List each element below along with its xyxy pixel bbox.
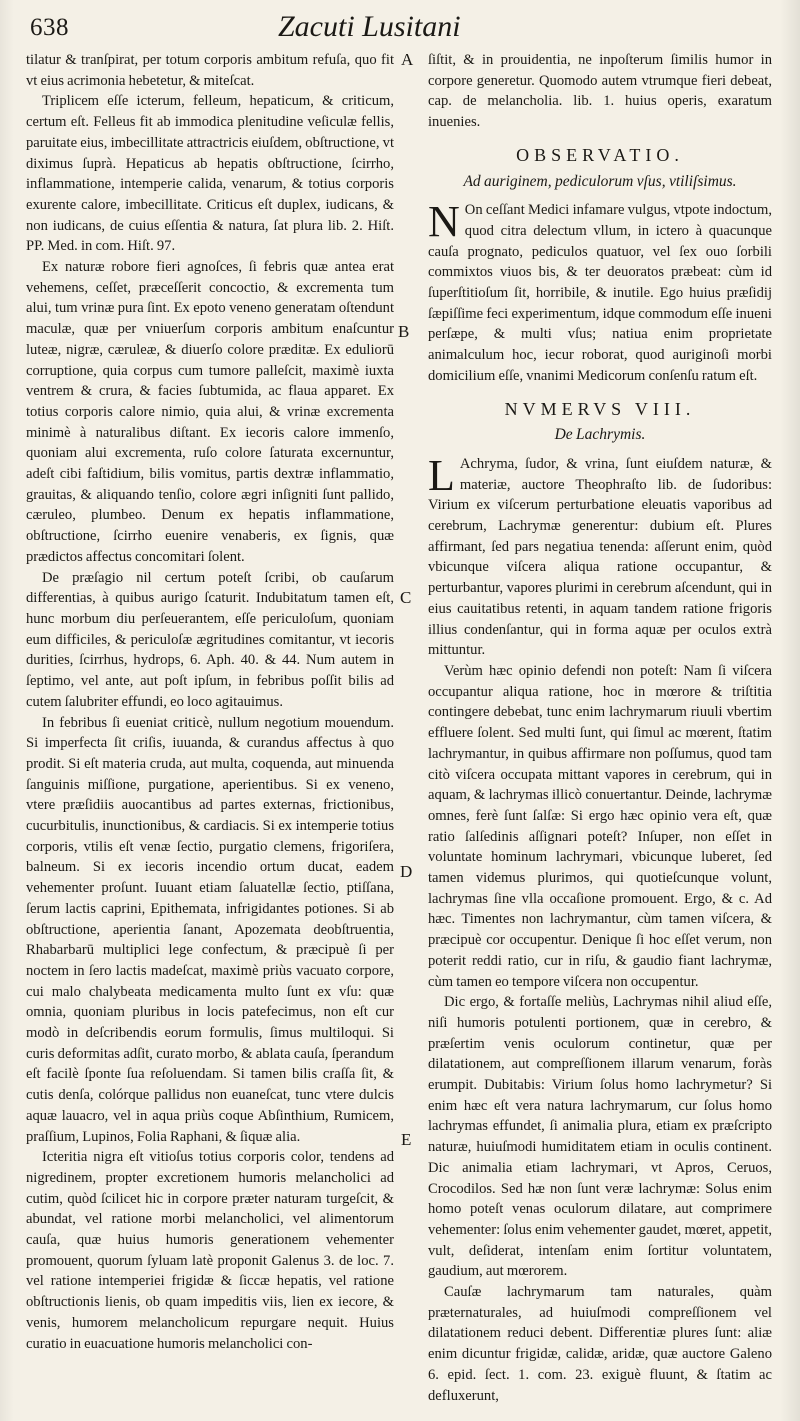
paragraph: Icteritia nigra eſt vitioſus totius corporis color, tendens ad nigredinem, propter excretionem humoris melancholici ad cutim, quòd ſcilicet hic in corpore præter naturam turgeſcit, & abundat, vel ratione morbi melancholici, vel alimentorum cauſa, quæ huius humoris generationem vehementer promouent, quorum ſyluam latè proponit Galenus 3. de loc. 7. vel ratione intemperiei frigidæ & ſiccæ hepatis, vel ratione obſtructionis lienis, ob quam impeditis viis, lien ex iecore, & venis, humorem melancholicum repurgare nequit. Huius curatio in euacuatione humoris melancholici con- [26,1149,394,1352]
paragraph-text: On ceſſant Medici infamare vulgus, vtpote indoctum, quod citra delectum vllum, in ictero à quacunque cauſa prognato, pediculos quatuor, vel ſex ouo ſorbili commixtos viuos bis, & ter deuoratos præbeat: cùm id ſuperſtitioſum ſit, horribile, & inutile. Ego huius præſidij ſæpiſſime feci experimentum, idque commodum eſſe inueni perſæpe, & multi vſus; natiua enim proprietate animalculum hoc, iecur roborat, quod auriginoſi morbi domicilium eſſe, vnanimi Medicorum conſenſu ratum eſt. [428,202,772,384]
paragraph: Dic ergo, & fortaſſe meliùs, Lachrymas nihil aliud eſſe, niſi humoris potulenti portionem, quæ in cerebro, & præſertim venis oculorum continetur, quæ per dilatationem, aut compreſſionem illarum venarum, foràs erumpit. Dubitabis: Virium ſolus homo lachrymetur? Si enim hæc eſt vera natura lachrymarum, cur ſolus homo lachrymas effundet, ſi animalia plura, etiam ex præſcripto naturæ, huiuſmodi humiditatem etiam in oculis continent. Dic animalia etiam lachrymari, vt Apros, Ceruos, Crocodilos. Sed hæ non ſunt veræ lachrymæ: Solus enim homo poteſt venas oculorum dilatare, aut comprimere vehementer: ſolus enim vehementer gaudet, mœret, appetit, vult, deſiderat, intenſam enim ſortitur voluntatem, gaudium, aut mœrorem. [428,994,772,1280]
margin-letter-a: A [401,50,414,69]
gutter-shadow [0,0,14,1421]
margin-letter-b: B [398,322,410,341]
left-column [26,50,394,1354]
paragraph: Cauſæ lachrymarum tam naturales, quàm præternaturales, ad huiuſmodi compreſſionem vel dilatationem reduci debent. Differentiæ plures ſunt: aliæ enim dicuntur frigidæ, calidæ, aridæ, quæ auctore Galeno 6. epid. ſect. 1. com. 23. exiguè fluunt, & ſtatim ac defluxerunt, [428,1284,772,1404]
section-heading-numerus: NVMERVS VIII. [504,398,696,419]
margin-letter-d: D [400,862,413,881]
right-column [428,50,772,1406]
section-heading-observatio: OBSERVATIO. [516,144,684,165]
paragraph: Verùm hæc opinio defendi non poteſt: Nam ſi viſcera occupantur aliqua ratione, hoc in mœrore & triſtitia contingere debebat, tunc enim lachrymarum riuuli vbertim effluere ſolent. Sed multi ſunt, qui ſimul ac mœrent, ſtatim lachrymantur, in quibus affirmare non poſſumus, quod tam citò viſcera occupata mittant vapores in cerebrum, qui in aquam, & lachrymas illicò conuertantur. Deinde, lachrymæ omnes, ferè ſunt ſalſæ: Si ergo hæc opinio vera eſt, quæ ratio ſalſedinis aſſignari poteſt? Inſuper, non eſſet in voluntate hominum lachrymari, vbicunque luberet, ſed tamen videmus plurimos, qui quotieſcunque volunt, lachrymas ſine vlla occaſione promouent. Ergo, & c. Ad hæc. Timentes non lachrymantur, cùm tamen viſcera, & præcipuè cor occupentur. Denique ſi hoc eſſet verum, non poterit reddi ratio, cur in riſu, & gaudio fiant lachrymæ, cùm tamen eo tempore viſcera non occupentur. [428,662,772,990]
section-subheading-numerus: De Lachrymis. [554,426,646,444]
paragraph: Ex naturæ robore fieri agnoſces, ſi febris quæ antea erat vehemens, ceſſet, præceſſerit concoctio, & excrementa tum alui, tum vrinæ pura ſint. Ex epoto veneno generatam oſtendunt maculæ, quæ per vniuerſum corporis ambitum enaſcuntur luteæ, nigræ, cæruleæ, & diuerſo colore præditæ. Ex eduliorū corruptione, quia corpus cum tumore palleſcit, maximè iuxta ventrem & crura, & facies ſubtumida, ac flaua apparet. Ex totius corporis calore nimio, quia alui, & vrinæ excrementa minimè à naturalibus diſtant. Ex iecoris calore immenſo, quoniam alui excrementa, ruſo colore ſaturata excernuntur, adeſt cibi faſtidium, bilis vomitus, partis dextræ inflammatio, grauitas, & aliquando tenſio, colore ægri inſigniti ſunt pallido, cæruleo, plumbeo. Denum ex hepatis inflammatione, obſtructione, ſcirrho euenire venaberis, ex ſignis, quæ prædictos affectus concomitari ſolent. [26,259,394,565]
paragraph: ſiſtit, & in prouidentia, ne inpoſterum ſimilis humor in corpore generetur. Quomodo autem vtrumque fieri debeat, cap. de melancholia. lib. 1. huius operis, exaratum inuenies. [428,52,772,131]
running-title: Zacuti Lusitani [278,10,461,43]
drop-cap: N [428,197,460,247]
drop-cap: L [428,450,455,500]
page-number: 638 [30,14,69,41]
paragraph: De præſagio nil certum poteſt ſcribi, ob cauſarum differentias, à quibus aurigo ſcaturit. Indubitatum tamen eſt, hunc morbum diu perſeuerantem, eſſe periculoſum, quoniam eum difficiles, & periculoſæ ægritudines comitantur, vt iecoris durities, ſcirrhus, hydrops, 6. Aph. 40. & 44. Num autem in ſeptimo, vel ante, aut poſt ipſum, in febribus poſſit bilis ad cutem ſalubriter effundi, eo loco agitauimus. [26,569,394,710]
margin-letter-e: E [401,1130,412,1149]
paragraph [428,450,772,661]
margin-letter-c: C [400,588,412,607]
paragraph: tilatur & tranſpirat, per totum corporis ambitum refuſa, quo fit vt eius acrimonia hebetetur, & miteſcat. [26,52,394,89]
section-subheading-observatio: Ad auriginem, pediculorum vſus, vtiliſsimus. [463,172,737,190]
paragraph: In febribus ſi eueniat criticè, nullum negotium mouendum. Si imperfecta ſit criſis, iuuanda, & curandus affectus à quo prodit. Si eſt materia cruda, aut multa, coquenda, aut minuenda ſanguinis miſſione, purgatione, aperientibus. Si ex veneno, vtere præſidiis auocantibus ad partes externas, frictionibus, cucurbitulis, inunctionibus, & cardiacis. Si ex intemperie totius corporis, vtilis eſt venæ ſectio, purgatio clemens, frigoriſera, balneum. Si ex iecoris incendio ortum ducat, eadem vehementer proſunt. Iuuant etiam ſaluatellæ ſectio, ptiſſana, ſerum lactis caprini, Epithemata, infrigidantes potiones. Si ab obſtructione, aperientia ſanant, Apozemata deobſtruentia, Rhabarbarū multiplici lege confectum, & præcipuè ſi per noctem in ſero lactis madeſcat, maximè priùs vacuato corpore, cui malo chalybeata medicamenta multo ſunt ex vſu: quæ omnia, quoniam pluribus in locis patefecimus, non eſt cur modò in deſcribendis eorum formulis, ſimus multiloqui. Si curis deformitas adſit, curato morbo, & ablata cauſa, ſperandum eſt facilè ſponte ſua reſoluendam. Si tamen bilis craſſa ſit, & cutis denſa, colórque pallidus non euaneſcat, tunc vtere dulcis aquæ lauacro, vel in aqua priùs coque Abſinthium, Rumicem, praſſium, Lupinos, Folia Raphani, & ſiquæ alia. [26,714,394,1145]
page-edge-shadow [780,0,800,1421]
running-head [0,8,800,48]
paragraph: Triplicem eſſe icterum, felleum, hepaticum, & criticum, certum eſt. Felleus fit ab immodica plenitudine veſiculæ fellis, paruitate eius, imbecillitate attractricis eiuſdem, obſtructione, vt diximus ſuprà. Hepaticus ab hepatis obſtructione, ſcirrho, inflammatione, intemperie calida, venarum, & totius corporis exurente calore, imbecillitate. Criticus eſt duplex, iudicans, & non iudicans, de cuius eſſentia & natura, ſat plura lib. 2. Hiſt. PP. Med. in com. Hiſt. 97. [26,93,394,255]
paragraph-text: Achryma, ſudor, & vrina, ſunt eiuſdem naturæ, & materiæ, auctore Theophraſto lib. de ſudoribus: Virium ex viſcerum perturbatione eleuatis vaporibus ad cerebrum, Lachrymæ generentur: dubium eſt. Plures affirmant, ſed pars negatiua tenenda: aſſerunt enim, quòd vbicunque viſcera aliqua ratione occupantur, & perturbantur, vapores plurimi in cerebrum aſcendunt, qui in eius cauitatibus retenti, in aquam tandem ratione frigoris illius condenſantur, qui in forma aquæ per oculos extrà mittuntur. [428,455,772,659]
paragraph [428,197,772,386]
